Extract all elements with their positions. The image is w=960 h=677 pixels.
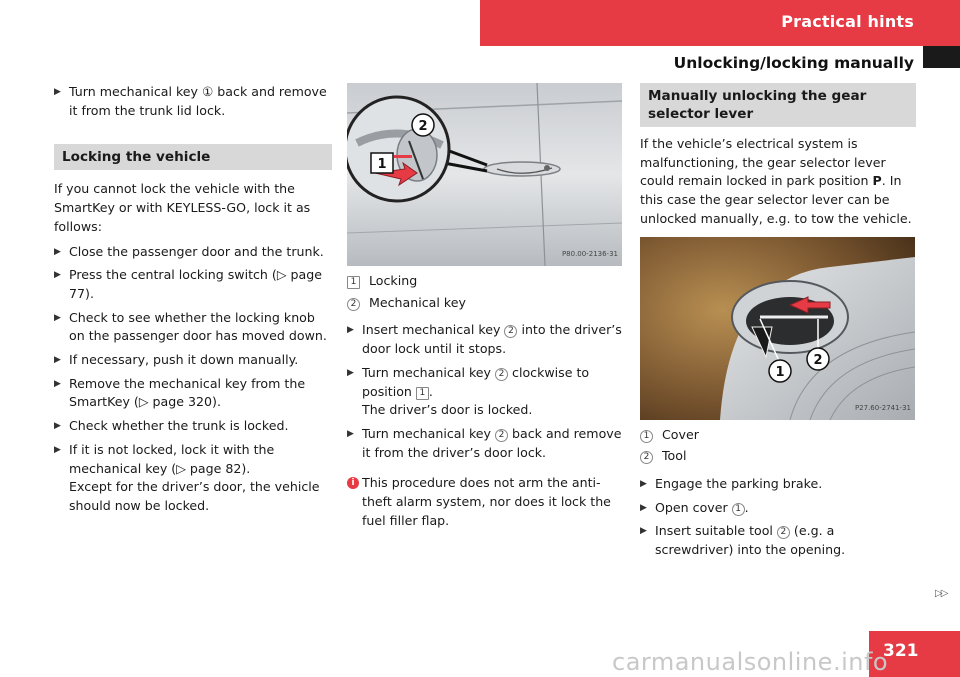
instruction-step: ▶ Insert suitable tool 2 (e.g. a screwdriver) into the opening. <box>640 523 846 558</box>
instruction-step: ▶ Press the central locking switch (▷ page 77). <box>54 267 322 301</box>
instruction-step: ▶ Turn mechanical key 2 back and remove it from the driver’s door lock. <box>347 425 622 460</box>
step-arrow-icon: ▶ <box>54 87 61 97</box>
instruction-step: ▶ Check to see whether the locking knob on the passenger door has moved down. <box>54 309 327 344</box>
svg-text:1: 1 <box>377 157 387 172</box>
section-heading: Manually unlocking the gear selector lever <box>640 83 916 127</box>
gear-selector-illustration <box>640 237 915 420</box>
step-arrow-icon: ▶ <box>640 526 647 537</box>
section-intro: If the vehicle’s electrical system is malfunctioning, the gear selector lever could remain locked in park position P. In this case the gear selector lever can be unlocked manually, e.g. to tow the vehicle. <box>640 136 912 226</box>
instruction-step: ▶ Turn mechanical key ① back and remove it from the trunk lid lock. <box>54 84 327 118</box>
gear-selector-photo <box>640 237 915 420</box>
continue-marker: ▷▷ <box>935 588 947 599</box>
step-arrow-icon: ▶ <box>640 478 647 489</box>
image-code: P80.00-2136-31 <box>561 250 618 259</box>
callout-2 <box>412 114 434 136</box>
info-note: i This procedure does not arm the anti-theft alarm system, nor does it lock the fuel filler flap. <box>347 474 622 530</box>
step-arrow-icon: ▶ <box>54 378 61 389</box>
step-note: Except for the driver’s door, the vehicle should now be locked. <box>69 479 320 513</box>
page-number: 321 <box>883 641 919 661</box>
image-code: P27.60-2741-31 <box>854 403 911 412</box>
instruction-step: ▶ Engage the parking brake. <box>640 475 916 494</box>
watermark: carmanualsonline.info <box>612 648 889 676</box>
section-intro: If you cannot lock the vehicle with the SmartKey or with KEYLESS-GO, lock it as follows: <box>54 181 311 234</box>
svg-text:2: 2 <box>418 119 428 134</box>
instruction-step: ▶ If it is not locked, lock it with the mechanical key (▷ page 82). Except for the driver’s door, the vehicle should now be locked. <box>54 441 320 513</box>
step-arrow-icon: ▶ <box>347 428 354 439</box>
instruction-step: ▶ Close the passenger door and the trunk. <box>54 243 332 262</box>
instruction-step: ▶ Remove the mechanical key from the SmartKey (▷ page 320). <box>54 375 306 410</box>
step-arrow-icon: ▶ <box>54 444 61 455</box>
step-arrow-icon: ▶ <box>640 502 647 513</box>
section-heading: Locking the vehicle <box>54 144 332 170</box>
step-arrow-icon: ▶ <box>347 367 354 378</box>
instruction-step: ▶ Check whether the trunk is locked. <box>54 417 332 436</box>
column-right <box>640 83 916 565</box>
legend-item: 1 Cover <box>640 426 916 446</box>
step-arrow-icon: ▶ <box>54 355 61 366</box>
instruction-step: ▶ Turn mechanical key 2 clockwise to position 1 . The driver’s door is locked. <box>347 364 590 418</box>
svg-text:1: 1 <box>775 364 785 380</box>
section-title: Practical hints <box>781 12 914 31</box>
callout-1 <box>371 153 393 173</box>
instruction-step: ▶ Open cover 1 . <box>640 499 916 518</box>
legend-item: 2 Tool <box>640 447 916 467</box>
step-arrow-icon: ▶ <box>347 325 354 336</box>
step-arrow-icon: ▶ <box>54 270 61 281</box>
legend-item: 2 Mechanical key <box>347 294 622 314</box>
step-arrow-icon: ▶ <box>54 312 61 323</box>
svg-text:2: 2 <box>813 352 823 368</box>
legend-item: 1 Locking <box>347 272 622 292</box>
page-subtitle: Unlocking/locking manually <box>673 54 914 72</box>
column-middle <box>347 83 622 530</box>
callout-2 <box>807 348 829 370</box>
step-arrow-icon: ▶ <box>54 421 61 432</box>
instruction-step: ▶ Insert mechanical key 2 into the driver’s door lock until it stops. <box>347 322 622 357</box>
instruction-step: ▶ If necessary, push it down manually. <box>54 351 332 370</box>
callout-1 <box>769 360 791 382</box>
step-arrow-icon: ▶ <box>54 246 61 257</box>
door-lock-illustration <box>347 83 622 266</box>
door-lock-photo <box>347 83 622 266</box>
column-left <box>54 83 332 521</box>
step-result: The driver’s door is locked. <box>362 402 533 418</box>
corner-tab <box>923 46 960 68</box>
info-icon: i <box>347 477 359 489</box>
